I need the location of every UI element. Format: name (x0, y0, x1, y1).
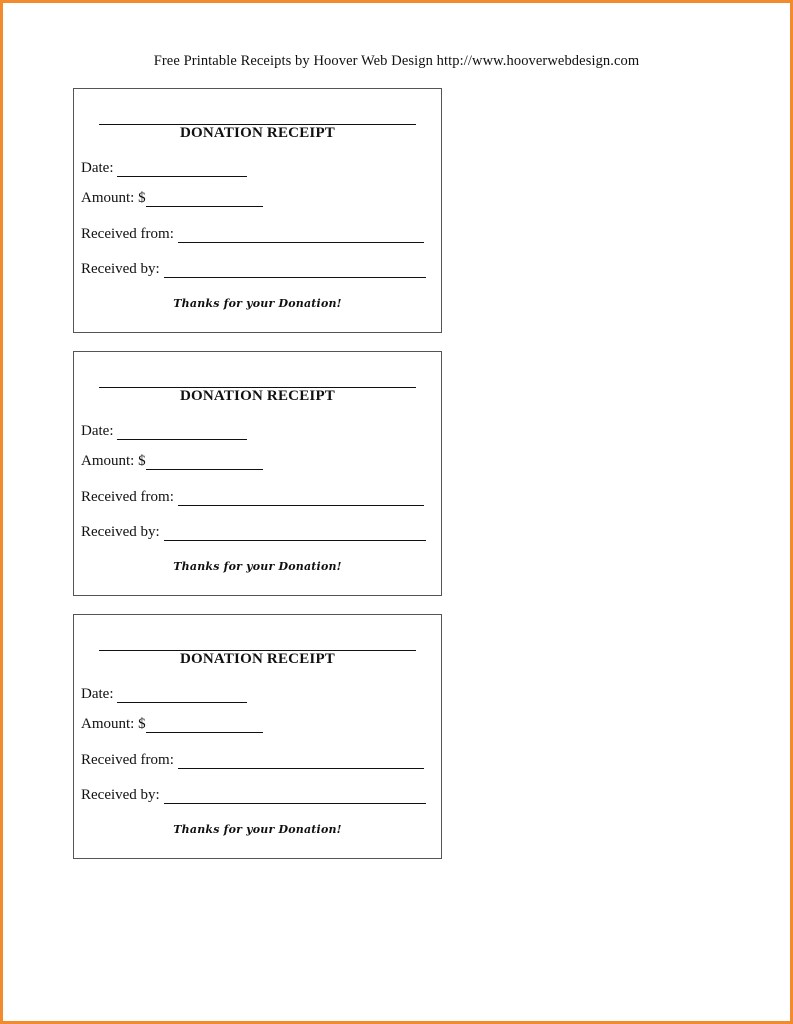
received-from-field (81, 489, 424, 506)
amount-label: Amount: $ (81, 190, 146, 206)
amount-field (81, 716, 263, 733)
received-from-label: Received from: (81, 226, 174, 242)
received-from-blank-line (178, 491, 424, 506)
amount-field (81, 190, 263, 207)
organization-name-line (99, 634, 416, 651)
received-from-blank-line (178, 228, 424, 243)
thank-you-note: Thanks for your Donation! (173, 560, 342, 573)
received-from-label: Received from: (81, 489, 174, 505)
received-by-blank-line (164, 789, 426, 804)
received-by-label: Received by: (81, 261, 160, 277)
date-field (81, 686, 247, 703)
amount-label: Amount: $ (81, 453, 146, 469)
received-from-blank-line (178, 754, 424, 769)
thank-you-note: Thanks for your Donation! (173, 297, 342, 310)
received-by-blank-line (164, 263, 426, 278)
donation-receipt-card (73, 614, 442, 859)
date-label: Date: (81, 160, 114, 176)
receipt-title: DONATION RECEIPT (179, 651, 336, 667)
received-by-field (81, 261, 426, 278)
received-by-label: Received by: (81, 524, 160, 540)
thank-you-note: Thanks for your Donation! (173, 823, 342, 836)
amount-blank-line (146, 718, 263, 733)
received-from-label: Received from: (81, 752, 174, 768)
received-from-field (81, 226, 424, 243)
amount-blank-line (146, 192, 263, 207)
date-field (81, 160, 247, 177)
received-by-field (81, 787, 426, 804)
date-field (81, 423, 247, 440)
page-header: Free Printable Receipts by Hoover Web Design http://www.hooverwebdesign.com (153, 53, 640, 69)
received-by-label: Received by: (81, 787, 160, 803)
date-blank-line (117, 425, 247, 440)
donation-receipt-card (73, 88, 442, 333)
amount-blank-line (146, 455, 263, 470)
amount-label: Amount: $ (81, 716, 146, 732)
date-blank-line (117, 688, 247, 703)
date-blank-line (117, 162, 247, 177)
date-label: Date: (81, 686, 114, 702)
date-label: Date: (81, 423, 114, 439)
donation-receipt-card (73, 351, 442, 596)
received-by-field (81, 524, 426, 541)
amount-field (81, 453, 263, 470)
organization-name-line (99, 108, 416, 125)
receipt-title: DONATION RECEIPT (179, 125, 336, 141)
received-by-blank-line (164, 526, 426, 541)
organization-name-line (99, 371, 416, 388)
receipt-title: DONATION RECEIPT (179, 388, 336, 404)
received-from-field (81, 752, 424, 769)
